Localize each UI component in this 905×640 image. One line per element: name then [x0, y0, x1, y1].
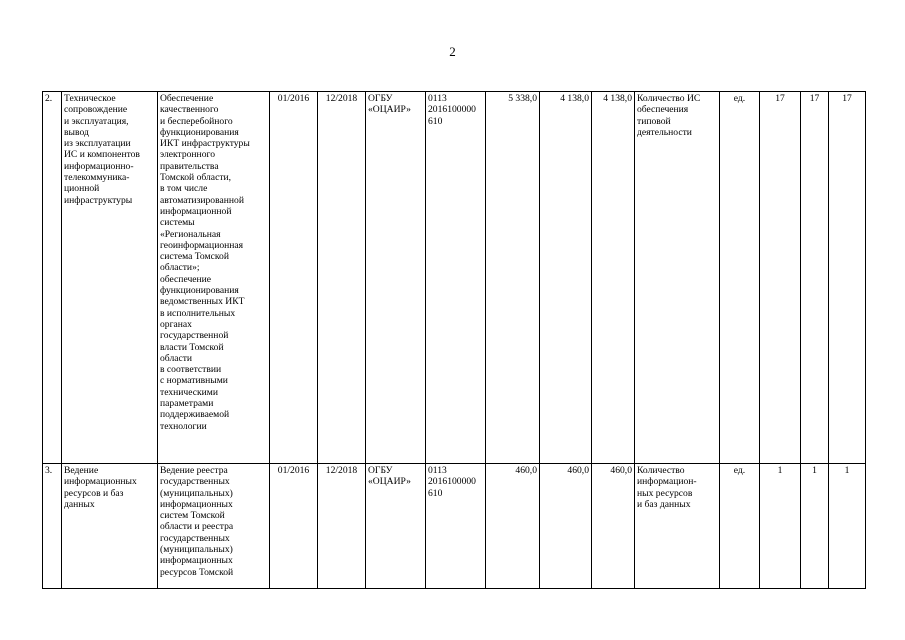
sum-year-a: 460,0: [540, 464, 592, 589]
end-date: 12/2018: [318, 464, 366, 589]
executor: ОГБУ «ОЦАИР»: [366, 464, 426, 589]
activity-description: Обеспечение качественного и бесперебойного функционирования ИКТ инфраструктуры электронного правительства Томской области, в том числе автоматизированной информационной системы «Региональная геоинформационная система Томской области»; обеспечение функционирования ведомственных ИКТ в исполнительных органах государственной власти Томской области в соответствии с нормативными техническими параметрами поддерживаемой технологии: [158, 92, 270, 464]
sum-year-b: 460,0: [592, 464, 635, 589]
indicator-value-1: 1: [760, 464, 801, 589]
sum-total: 460,0: [486, 464, 540, 589]
indicator-name: Количество информацион- ных ресурсов и баз данных: [635, 464, 720, 589]
indicator-value-1: 17: [760, 92, 801, 464]
budget-code: 0113 2016100000 610: [426, 464, 486, 589]
indicator-value-2: 17: [801, 92, 829, 464]
row-number: 2.: [43, 92, 62, 464]
activity-name: Ведение информационных ресурсов и баз данных: [62, 464, 158, 589]
start-date: 01/2016: [270, 464, 318, 589]
unit: ед.: [720, 464, 760, 589]
sum-year-a: 4 138,0: [540, 92, 592, 464]
start-date: 01/2016: [270, 92, 318, 464]
indicator-value-2: 1: [801, 464, 829, 589]
indicator-value-3: 17: [829, 92, 866, 464]
indicator-value-3: 1: [829, 464, 866, 589]
page-number: 2: [449, 44, 456, 59]
end-date: 12/2018: [318, 92, 366, 464]
row-number: 3.: [43, 464, 62, 589]
table-row: [43, 92, 866, 464]
activity-name: Техническое сопровождение и эксплуатация, вывод из эксплуатации ИС и компонентов информационно- телекоммуника- ционной инфраструктуры: [62, 92, 158, 464]
sum-total: 5 338,0: [486, 92, 540, 464]
executor: ОГБУ «ОЦАИР»: [366, 92, 426, 464]
indicator-name: Количество ИС обеспечения типовой деятельности: [635, 92, 720, 464]
sum-year-b: 4 138,0: [592, 92, 635, 464]
activity-description: Ведение реестра государственных (муниципальных) информационных систем Томской области и реестра государственных (муниципальных) информационных ресурсов Томской: [158, 464, 270, 589]
activities-table: [42, 91, 866, 589]
table-row: [43, 464, 866, 589]
unit: ед.: [720, 92, 760, 464]
budget-code: 0113 2016100000 610: [426, 92, 486, 464]
